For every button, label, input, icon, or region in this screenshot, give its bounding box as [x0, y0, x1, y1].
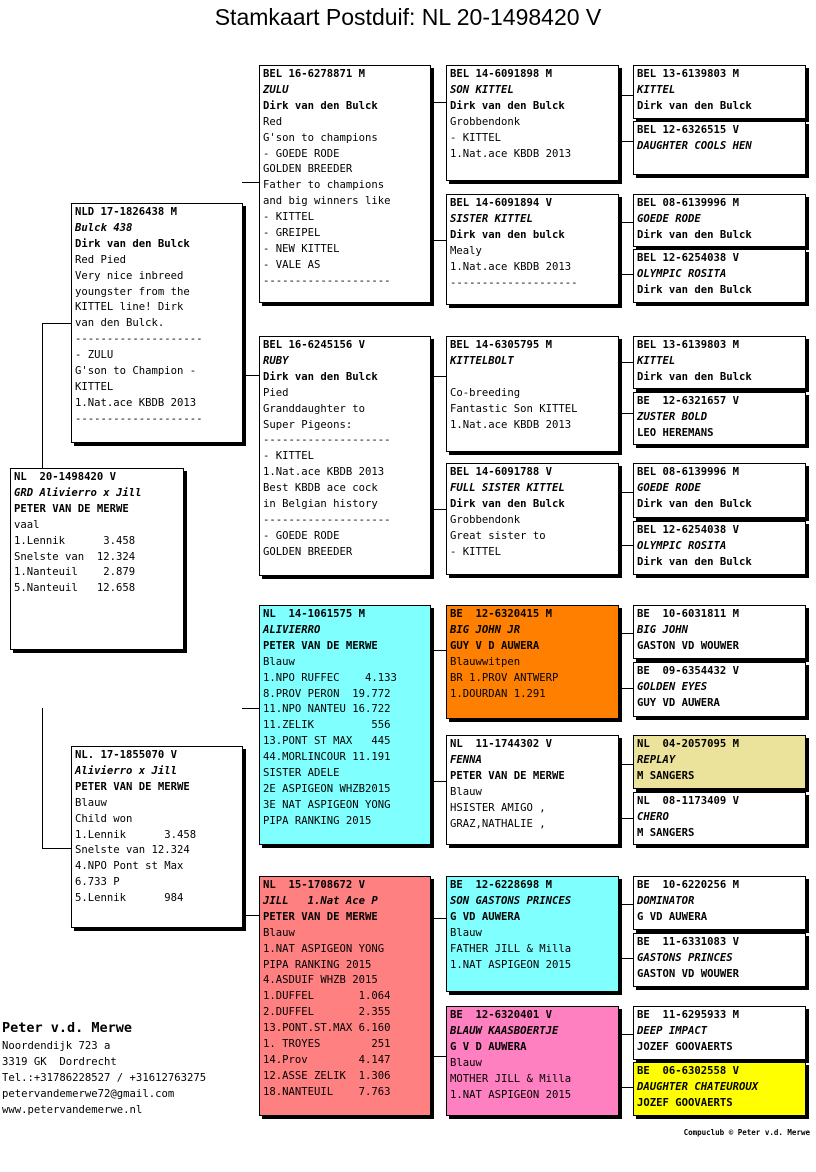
pedigree-note-line: 11.NPO NANTEU 16.722 [263, 703, 391, 716]
pigeon-card-fmm [446, 463, 619, 575]
pedigree-note-line: Granddaughter to [263, 402, 366, 415]
ring-number: BEL 08-6139996 M [637, 466, 740, 478]
pigeon-name: RUBY [263, 354, 289, 367]
ring-number: BEL 14-6305795 M [450, 339, 553, 351]
connector-line [619, 362, 620, 413]
pedigree-note-line: Blauw [450, 1056, 482, 1069]
pigeon-card-mm [259, 876, 431, 1116]
breeder-phone: Tel.:+31786228527 / +31612763275 [2, 1072, 207, 1084]
pedigree-note-line: 1.NAT ASPIGEON 2015 [450, 958, 572, 971]
connector-line [42, 848, 71, 849]
ring-number: BEL 13-6139803 M [637, 339, 740, 351]
ring-number: BE 11-6295933 M [637, 1009, 740, 1021]
pigeon-name: ZULU [263, 83, 289, 96]
ring-number: BE 06-6302558 V [637, 1065, 740, 1077]
pedigree-note-line: in Belgian history [263, 498, 378, 511]
pigeon-name: FULL SISTER KITTEL [450, 481, 565, 494]
connector-line [432, 240, 446, 241]
pedigree-note-line: Best KBDB ace cock [263, 482, 378, 495]
pigeon-card-g15 [633, 1006, 806, 1060]
breeder-address: Noordendijk 723 a [2, 1040, 111, 1052]
connector-line [432, 918, 446, 919]
pigeon-card-g10 [633, 662, 806, 717]
owner-name: PETER VAN DE MERWE [263, 910, 378, 923]
pedigree-note-line: -------------------- [450, 276, 578, 289]
pigeon-card-ffm [446, 194, 619, 305]
pedigree-note-line: Blauw [263, 655, 295, 668]
owner-name: PETER VAN DE MERWE [450, 769, 565, 782]
pigeon-name: FENNA [450, 753, 482, 766]
pigeon-name: DEEP IMPACT [637, 1024, 708, 1037]
connector-line [242, 375, 259, 376]
pigeon-card-g6 [633, 392, 806, 445]
pedigree-note-line: 1.Nat.ace KBDB 2013 [263, 466, 385, 479]
ring-number: BEL 16-6278871 M [263, 68, 366, 80]
owner-name: G VD AUWERA [450, 910, 521, 923]
pedigree-note-line: 1.Nat.ace KBDB 2013 [75, 396, 197, 409]
owner-name [450, 370, 615, 386]
ring-number: BEL 13-6139803 M [637, 68, 740, 80]
owner-name: Dirk van den Bulck [637, 555, 752, 568]
ring-number: NLD 17-1826438 M [75, 206, 178, 218]
pedigree-note-line: SISTER ADELE [263, 767, 340, 780]
pedigree-note-line: van den Bulck. [75, 317, 165, 330]
owner-name: M SANGERS [637, 826, 695, 839]
pigeon-card-g5 [633, 336, 806, 389]
pedigree-note-line: 2.DUFFEL 2.355 [263, 1006, 391, 1019]
pedigree-note-line: Father to champions [263, 179, 385, 192]
pedigree-note-line: 1.Lennik 3.458 [75, 828, 197, 841]
connector-line [432, 650, 446, 651]
pigeon-card-subject [10, 468, 184, 650]
ring-number: NL 15-1708672 V [263, 879, 366, 891]
pedigree-note-line: Great sister to [450, 529, 546, 542]
pigeon-name: OLYMPIC ROSITA [637, 267, 727, 280]
connector-line [242, 915, 259, 916]
connector-line [619, 904, 620, 958]
ring-number: NL. 17-1855070 V [75, 749, 178, 761]
pedigree-note-line: 1.DOURDAN 1.291 [450, 687, 546, 700]
pigeon-card-mother [71, 746, 243, 928]
connector-line [619, 1034, 633, 1035]
pedigree-note-line: G'son to Champion - [75, 365, 197, 378]
connector-line [619, 222, 633, 223]
owner-name [637, 155, 802, 171]
connector-line [619, 95, 620, 141]
ring-number: BE 10-6031811 M [637, 608, 740, 620]
pigeon-name: BLAUW KAASBOERTJE [450, 1024, 559, 1037]
pedigree-note-line: - KITTEL [450, 545, 502, 558]
connector-line [432, 102, 446, 103]
pigeon-card-g9 [633, 605, 806, 659]
pedigree-note-line: Snelste van 12.324 [14, 550, 136, 563]
connector-line [432, 918, 433, 1056]
owner-name: LEO HEREMANS [637, 426, 714, 439]
connector-line [619, 633, 633, 634]
pedigree-note-line: Very nice inbreed [75, 269, 184, 282]
pedigree-note-line: 1.NAT ASPIGEON YONG [263, 942, 385, 955]
pedigree-note-line: 1.Nat.ace KBDB 2013 [450, 260, 572, 273]
connector-line [242, 182, 259, 183]
pedigree-note-line: Super Pigeons: [263, 418, 353, 431]
pigeon-name: KITTEL [637, 83, 676, 96]
pigeon-name: KITTELBOLT [450, 354, 514, 367]
connector-line [619, 1034, 620, 1087]
pedigree-note-line: BR 1.PROV ANTWERP [450, 671, 559, 684]
owner-name: JOZEF GOOVAERTS [637, 1040, 733, 1053]
pigeon-card-g12 [633, 792, 806, 845]
owner-name: Dirk van den Bulck [637, 497, 752, 510]
ring-number: BEL 14-6091894 V [450, 197, 553, 209]
ring-number: BE 09-6354432 V [637, 665, 740, 677]
connector-line [619, 492, 633, 493]
pedigree-note-line: Grobbendonk [450, 115, 521, 128]
pedigree-note-line: FATHER JILL & Milla [450, 942, 572, 955]
ring-number: NL 20-1498420 V [14, 471, 117, 483]
pigeon-name: GRD Alivierro x Jill [14, 486, 142, 499]
pigeon-card-mff [446, 605, 619, 719]
pedigree-note-line: vaal [14, 518, 40, 531]
pedigree-note-line: Co-breeding [450, 386, 521, 399]
pigeon-card-g2 [633, 121, 806, 175]
pigeon-name: SISTER KITTEL [450, 212, 533, 225]
pedigree-note-line: KITTEL [75, 380, 114, 393]
pedigree-note-line: PIPA RANKING 2015 [263, 958, 372, 971]
ring-number: BE 12-6320401 V [450, 1009, 553, 1021]
pigeon-card-mmf [446, 876, 619, 992]
pedigree-note-line: G'son to champions [263, 131, 378, 144]
pigeon-card-g8 [633, 521, 806, 575]
ring-number: BEL 14-6091788 V [450, 466, 553, 478]
pigeon-card-mf [259, 605, 431, 845]
pigeon-name: GOEDE RODE [637, 481, 701, 494]
connector-line [619, 492, 620, 545]
ring-number: BE 12-6228698 M [450, 879, 553, 891]
pedigree-note-line: -------------------- [263, 513, 391, 526]
pigeon-name: DOMINATOR [637, 894, 695, 907]
owner-name: M SANGERS [637, 769, 695, 782]
owner-name: G VD AUWERA [637, 910, 708, 923]
connector-line [619, 818, 633, 819]
connector-line [619, 274, 633, 275]
connector-line [432, 781, 446, 782]
ring-number: BE 12-6320415 M [450, 608, 553, 620]
pigeon-name: BIG JOHN JR [450, 623, 521, 636]
pedigree-note-line: 5.Nanteuil 12.658 [14, 582, 136, 595]
pedigree-note-line: - NEW KITTEL [263, 242, 340, 255]
ring-number: BE 12-6321657 V [637, 395, 740, 407]
pigeon-card-g3 [633, 194, 806, 247]
pigeon-name: Alivierro x Jill [75, 764, 178, 777]
connector-line [619, 413, 633, 414]
pigeon-name: OLYMPIC ROSITA [637, 539, 727, 552]
owner-name: Dirk van den Bulck [637, 228, 752, 241]
pedigree-note-line: Blauwwitpen [450, 655, 521, 668]
ring-number: BEL 08-6139996 M [637, 197, 740, 209]
connector-line [42, 323, 71, 324]
pedigree-note-line: 5.Lennik 984 [75, 892, 184, 905]
pedigree-note-line: 1.Nanteuil 2.879 [14, 566, 136, 579]
owner-name: GUY V D AUWERA [450, 639, 540, 652]
connector-line [619, 764, 633, 765]
breeder-email: petervandemerwe72@gmail.com [2, 1088, 175, 1100]
pigeon-name: CHERO [637, 810, 669, 823]
breeder-name: Peter v.d. Merwe [2, 1020, 133, 1036]
pigeon-card-fff [446, 65, 619, 181]
breeder-info [2, 1018, 206, 1118]
pigeon-name: GASTONS PRINCES [637, 951, 733, 964]
owner-name: GASTON VD WOUWER [637, 639, 740, 652]
pedigree-note-line: MOTHER JILL & Milla [450, 1072, 572, 1085]
ring-number: NL 08-1173409 V [637, 795, 740, 807]
pedigree-note-line: Blauw [263, 926, 295, 939]
pedigree-note-line: 1.Nat.ace KBDB 2013 [450, 147, 572, 160]
pedigree-note-line: -------------------- [75, 412, 203, 425]
connector-line [619, 1087, 633, 1088]
pedigree-note-line: 13.PONT.ST.MAX 6.160 [263, 1022, 391, 1035]
pedigree-note-line: 14.Prov 4.147 [263, 1053, 391, 1066]
connector-line [619, 95, 633, 96]
pedigree-note-line: 2E ASPIGEON WHZB2015 [263, 782, 391, 795]
pedigree-note-line: 6.733 P [75, 876, 120, 889]
pigeon-name: GOEDE RODE [637, 212, 701, 225]
ring-number: BE 11-6331083 V [637, 936, 740, 948]
pedigree-note-line: Fantastic Son KITTEL [450, 402, 578, 415]
pigeon-name: REPLAY [637, 753, 676, 766]
pigeon-card-g14 [633, 933, 806, 987]
pigeon-name: SON GASTONS PRINCES [450, 894, 572, 907]
owner-name: Dirk van den Bulck [637, 283, 752, 296]
owner-name: PETER VAN DE MERWE [75, 780, 190, 793]
owner-name: PETER VAN DE MERWE [14, 502, 129, 515]
connector-line [432, 102, 433, 240]
pedigree-note-line: 12.ASSE ZELIK 1.306 [263, 1069, 391, 1082]
pedigree-note-line: - VALE AS [263, 258, 321, 271]
ring-number: BEL 12-6254038 V [637, 524, 740, 536]
pigeon-card-ff [259, 65, 431, 303]
owner-name: Dirk van den Bulck [450, 497, 565, 510]
pigeon-card-mfm [446, 735, 619, 845]
owner-name: Dirk van den bulck [450, 228, 565, 241]
pigeon-name: Bulck 438 [75, 221, 133, 234]
pedigree-note-line: 3E NAT ASPIGEON YONG [263, 798, 391, 811]
pedigree-note-line: 8.PROV PERON 19.772 [263, 687, 391, 700]
connector-line [432, 376, 446, 377]
page-title: Stamkaart Postduif: NL 20-1498420 V [214, 4, 602, 30]
pigeon-name: DAUGHTER COOLS HEN [637, 139, 752, 152]
breeder-city: 3319 GK Dordrecht [2, 1056, 117, 1068]
pigeon-card-g11 [633, 735, 806, 789]
ring-number: NL 04-2057095 M [637, 738, 740, 750]
pedigree-note-line: Grobbendonk [450, 513, 521, 526]
connector-line [619, 362, 633, 363]
connector-line [619, 764, 620, 818]
owner-name: GASTON VD WOUWER [637, 967, 740, 980]
owner-name: Dirk van den Bulck [450, 99, 565, 112]
pedigree-note-line: GRAZ,NATHALIE , [450, 817, 546, 830]
ring-number: BEL 14-6091898 M [450, 68, 553, 80]
pigeon-card-g4 [633, 249, 806, 303]
pedigree-note-line: PIPA RANKING 2015 [263, 814, 372, 827]
connector-line [242, 708, 259, 709]
connector-line [432, 376, 433, 509]
pedigree-note-line: 1. TROYES 251 [263, 1038, 391, 1051]
pigeon-card-fmf [446, 336, 619, 452]
owner-name: Dirk van den Bulck [637, 99, 752, 112]
pigeon-name: DAUGHTER CHATEUROUX [637, 1080, 759, 1093]
connector-line [42, 323, 43, 469]
connector-line [619, 141, 633, 142]
owner-name: Dirk van den Bulck [263, 370, 378, 383]
connector-line [619, 688, 633, 689]
owner-name: Dirk van den Bulck [75, 237, 190, 250]
pedigree-note-line: - ZULU [75, 349, 114, 362]
pedigree-note-line: and big winners like [263, 195, 391, 208]
owner-name: Dirk van den Bulck [637, 370, 752, 383]
pigeon-name: JILL 1.Nat Ace P [263, 894, 378, 907]
pedigree-note-line: - GOEDE RODE [263, 529, 340, 542]
ring-number: BEL 16-6245156 V [263, 339, 366, 351]
ring-number: BE 10-6220256 M [637, 879, 740, 891]
pigeon-name: SON KITTEL [450, 83, 514, 96]
pedigree-note-line: GOLDEN BREEDER [263, 545, 353, 558]
connector-line [619, 904, 633, 905]
connector-line [619, 958, 633, 959]
pedigree-note-line: Blauw [450, 785, 482, 798]
pigeon-card-g16 [633, 1062, 806, 1116]
pigeon-name: KITTEL [637, 354, 676, 367]
pedigree-note-line: KITTEL line! Dirk [75, 301, 184, 314]
pedigree-note-line: GOLDEN BREEDER [263, 163, 353, 176]
pedigree-note-line: 1.Nat.ace KBDB 2013 [450, 418, 572, 431]
pedigree-note-line: - GREIPEL [263, 227, 321, 240]
ring-number: BEL 12-6326515 V [637, 124, 740, 136]
owner-name: GUY VD AUWERA [637, 696, 720, 709]
pedigree-note-line: 1.NPO RUFFEC 4.133 [263, 671, 397, 684]
owner-name: JOZEF GOOVAERTS [637, 1096, 733, 1109]
pedigree-note-line: Red Pied [75, 253, 127, 266]
pigeon-card-g13 [633, 876, 806, 930]
pedigree-note-line: Pied [263, 386, 289, 399]
connector-line [432, 650, 433, 781]
pedigree-note-line: 1.DUFFEL 1.064 [263, 990, 391, 1003]
pigeon-card-father [71, 203, 243, 443]
pigeon-card-mmm [446, 1006, 619, 1116]
pigeon-card-fm [259, 336, 431, 576]
pedigree-note-line: 44.MORLINCOUR 11.191 [263, 751, 391, 764]
ring-number: BEL 12-6254038 V [637, 252, 740, 264]
connector-line [42, 708, 43, 848]
connector-line [432, 1056, 446, 1057]
pedigree-note-line: -------------------- [75, 333, 203, 346]
ring-number: NL 11-1744302 V [450, 738, 553, 750]
pedigree-note-line: 4.ASDUIF WHZB 2015 [263, 974, 378, 987]
owner-name: Dirk van den Bulck [263, 99, 378, 112]
pedigree-note-line: - KITTEL [263, 211, 315, 224]
pedigree-note-line: 1.NAT ASPIGEON 2015 [450, 1088, 572, 1101]
pedigree-note-line: 13.PONT ST MAX 445 [263, 735, 391, 748]
footer-credit: Compuclub © Peter v.d. Merwe [683, 1128, 810, 1137]
connector-line [619, 222, 620, 274]
pedigree-note-line: Red [263, 115, 283, 128]
pigeon-name: ZUSTER BOLD [637, 410, 708, 423]
pedigree-note-line: - GOEDE RODE [263, 147, 340, 160]
pedigree-note-line: -------------------- [263, 274, 391, 287]
ring-number: NL 14-1061575 M [263, 608, 366, 620]
pigeon-name: GOLDEN EYES [637, 680, 708, 693]
pedigree-note-line: 1.Lennik 3.458 [14, 534, 136, 547]
pedigree-note-line: youngster from the [75, 285, 190, 298]
pigeon-name: ALIVIERRO [263, 623, 321, 636]
pedigree-note-line: 4.NPO Pont st Max [75, 860, 184, 873]
pigeon-name: BIG JOHN [637, 623, 689, 636]
connector-line [619, 633, 620, 688]
connector-line [432, 509, 446, 510]
pedigree-note-line: - KITTEL [450, 131, 502, 144]
owner-name: G V D AUWERA [450, 1040, 527, 1053]
pedigree-note-line: -------------------- [263, 434, 391, 447]
pedigree-note-line: Blauw [450, 926, 482, 939]
pigeon-card-g7 [633, 463, 806, 518]
pedigree-note-line: HSISTER AMIGO , [450, 801, 546, 814]
pedigree-note-line: Snelste van 12.324 [75, 844, 190, 857]
pedigree-note-line: Child won [75, 812, 133, 825]
connector-line [619, 545, 633, 546]
pedigree-note-line: 18.NANTEUIL 7.763 [263, 1085, 391, 1098]
owner-name: PETER VAN DE MERWE [263, 639, 378, 652]
pedigree-note-line: - KITTEL [263, 450, 315, 463]
pigeon-card-g1 [633, 65, 806, 119]
pedigree-note-line: Blauw [75, 796, 107, 809]
breeder-website: www.petervandemerwe.nl [2, 1104, 143, 1116]
pedigree-note-line: Mealy [450, 244, 482, 257]
pedigree-note-line: 11.ZELIK 556 [263, 719, 391, 732]
